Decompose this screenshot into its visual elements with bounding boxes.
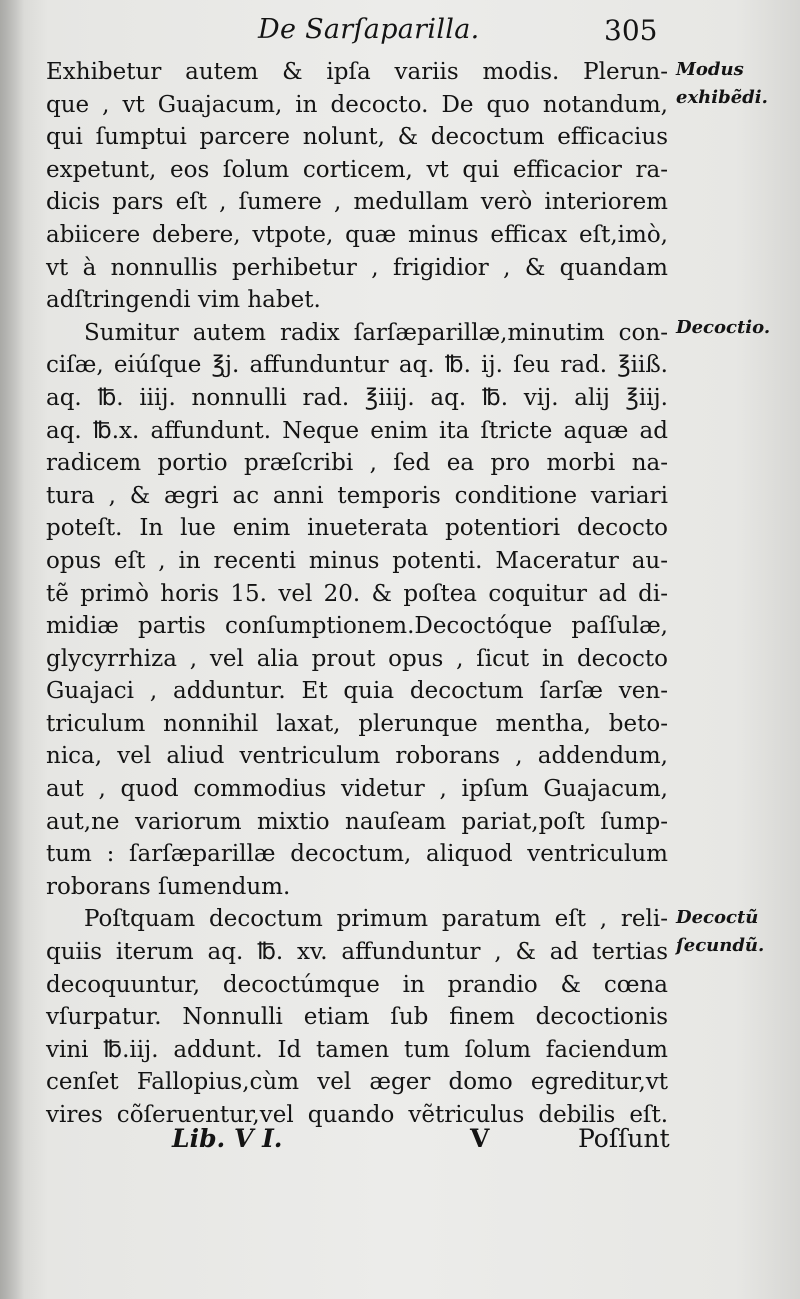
text-line: quiis iterum aq. ℔. xv. affunduntur , & ad tertias [46, 939, 668, 966]
text-line: decoquuntur, decoctúmque in prandio & cœna [46, 971, 668, 998]
text-line: vini ℔.iij. addunt. Id tamen tum ſolum faciendum [46, 1036, 668, 1063]
margin-note-line: Modus [676, 59, 744, 80]
text-line: vires cõſeruentur,vel quando vẽtriculus debilis eſt. [46, 1102, 668, 1128]
margin-note-line: ſecundũ. [676, 935, 765, 956]
margin-note-modus [676, 56, 768, 112]
body-text [46, 56, 668, 1132]
text-line: poteſt. In lue enim inueterata potentiori decocto [46, 515, 668, 542]
text-line: abiicere debere, vtpote, quæ minus efficax eſt,imò, [46, 221, 668, 248]
text-line: vſurpatur. Nonnulli etiam ſub finem decoctionis [46, 1004, 668, 1031]
margin-note-line: exhibẽdi. [676, 87, 768, 108]
text-line: tẽ primò horis 15. vel 20. & poſtea coquitur ad di- [46, 580, 668, 607]
text-line: aut , quod commodius videtur , ipſum Guajacum, [46, 776, 668, 803]
margin-note-line: Decoctũ [676, 907, 759, 928]
footer-book-number: Lib. V I. [172, 1124, 283, 1153]
text-line: Poſtquam decoctum primum paratum eſt , reli- [84, 906, 668, 933]
footer-catchword: Poſſunt [578, 1124, 670, 1153]
text-line: Exhibetur autem & ipſa variis modis. Plerun- [46, 59, 668, 85]
text-line: nica, vel aliud ventriculum roborans , addendum, [46, 743, 668, 770]
scan-edge-shadow [0, 0, 24, 1299]
text-line: aq. ℔. iiij. nonnulli rad. ℥iiij. aq. ℔. vij. alij ℥iij. [46, 384, 668, 411]
text-line: opus eſt , in recenti minus potenti. Maceratur au- [46, 547, 668, 574]
margin-note-decoctum-secundum [676, 904, 764, 960]
text-line: Guajaci , adduntur. Et quia decoctum ſarſæ ven- [46, 678, 668, 705]
text-line: midiæ partis conſumptionem.Decoctóque paſſulæ, [46, 613, 668, 640]
text-line: roborans ſumendum. [46, 873, 291, 900]
text-line: aq. ℔.x. affundunt. Neque enim ita ſtricte aquæ ad [46, 417, 668, 444]
text-line: dicis pars eſt , ſumere , medullam verò interiorem [46, 189, 668, 216]
text-line: tura , & ægri ac anni temporis conditione variari [46, 482, 668, 509]
text-line: aut,ne variorum mixtio nauſeam pariat,poſt ſump- [46, 808, 668, 835]
margin-note-decoctio [676, 314, 770, 342]
text-line: glycyrrhiza , vel alia prout opus , ſicut in decocto [46, 645, 668, 672]
margin-note-line: Decoctio. [676, 317, 771, 338]
text-line: Sumitur autem radix ſarſæparillæ,minutim con- [84, 319, 668, 346]
text-line: que , vt Guajacum, in decocto. De quo notandum, [46, 91, 668, 118]
text-line: vt à nonnullis perhibetur , frigidior , & quandam [46, 254, 668, 281]
text-line: triculum nonnihil laxat, plerunque mentha, beto- [46, 710, 668, 737]
text-line: radicem portio præſcribi , ſed ea pro morbi na- [46, 450, 668, 477]
text-line: ciſæ, eiúſque ℥j. affunduntur aq. ℔. ij. ſeu rad. ℥iiß. [46, 352, 668, 379]
running-head: De Sarſaparilla. [258, 14, 480, 45]
text-line: adſtringendi vim habet. [46, 287, 321, 314]
text-line: expetunt, eos ſolum corticem, vt qui efficacior ra- [46, 156, 668, 183]
text-line: tum : ſarſæparillæ decoctum, aliquod ventriculum [46, 841, 668, 868]
text-line: cenſet Fallopius,cùm vel æger domo egreditur,vt [46, 1069, 668, 1096]
page-number: 305 [604, 14, 658, 47]
footer-signature-mark: V [470, 1124, 490, 1153]
text-line: qui ſumptui parcere nolunt, & decoctum efficacius [46, 124, 668, 151]
